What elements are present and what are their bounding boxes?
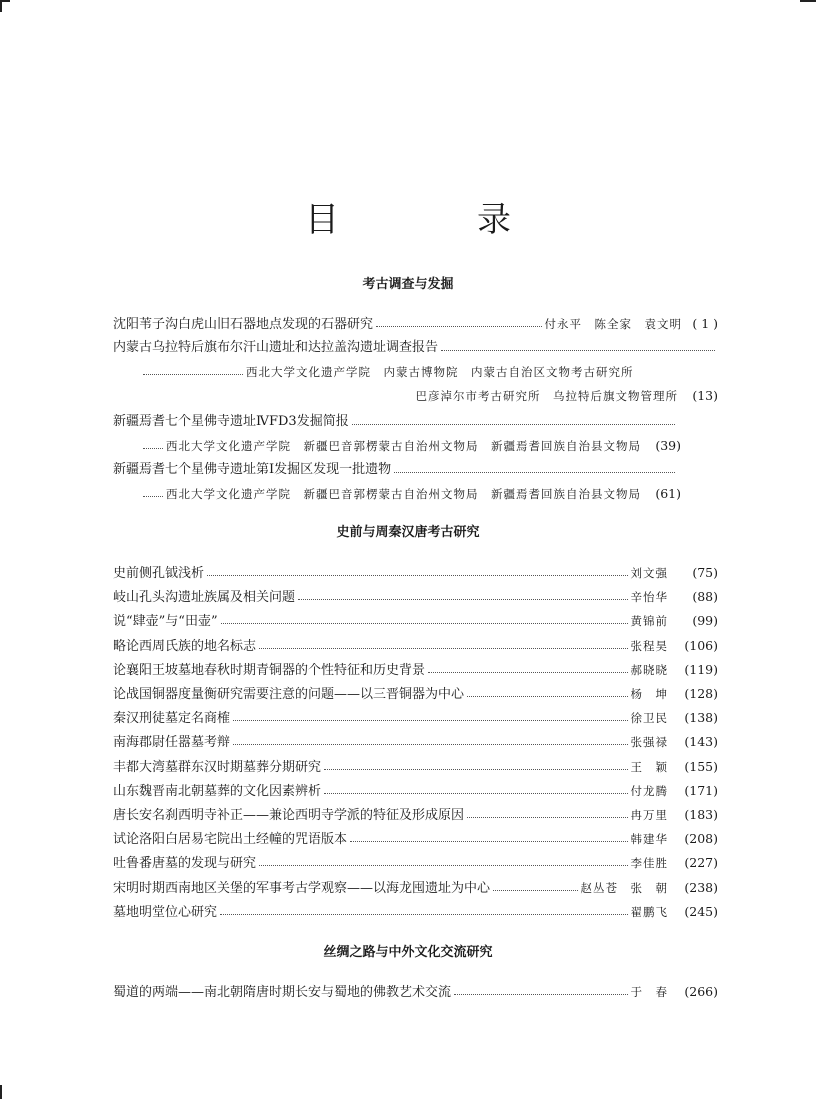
leader-dots [298,599,627,600]
toc-entry [113,732,718,753]
entry-author: 赵丛苍 张 朝 [580,880,668,895]
entry-author: 张程昊 [630,638,668,653]
toc-entry [113,563,718,584]
entry-page: (171) [684,782,718,798]
entry-author: 韩建华 [630,832,668,847]
entry-author: 辛怡华 [630,590,668,605]
entry-page: (13) [692,388,718,403]
entry-author: 巴彦淖尔市考古研究所 乌拉特后旗文物管理所 [415,389,678,403]
toc-entry-continuation [140,484,718,504]
entry-title: 史前侧孔钺浅析 [113,566,205,581]
toc-entry [113,781,718,802]
leader-dots [221,623,628,624]
leader-dots [207,575,627,576]
entry-title: 论战国铜器度量衡研究需要注意的问题——以三晋铜器为中心 [113,687,465,702]
entry-page: (99) [692,613,718,629]
entry-author: 杨 坤 [630,687,668,701]
leader-dots [233,720,627,721]
entry-title: 略论西周氏族的地名标志 [113,638,257,654]
entry-title: 宋明时期西南地区关堡的军事考古学观察——以海龙囤遗址为中心 [113,880,491,896]
entry-author: 冉万里 [630,808,668,822]
entry-title: 沈阳苇子沟白虎山旧石器地点发现的石器研究 [113,317,374,332]
leader-dots [394,472,675,473]
entry-page: (155) [684,758,718,774]
entry-page: (208) [684,831,718,847]
entry-author: 徐卫民 [630,711,668,726]
toc-entry [113,982,718,1003]
entry-page: (238) [684,879,718,895]
leader-dots [454,994,627,995]
entry-title: 试论洛阳白居易宅院出土经幢的咒语版本 [113,832,348,848]
entry-page: (88) [692,589,718,605]
entry-title: 丰都大湾墓群东汉时期墓葬分期研究 [113,759,322,775]
entry-author: 王 颖 [630,759,668,774]
entry-title: 秦汉刑徒墓定名商榷 [113,711,231,727]
entry-author: 张强禄 [630,735,668,750]
entry-author: 李佳胜 [630,856,668,871]
leader-dots [467,696,627,697]
entry-author: 付龙腾 [630,783,668,798]
leader-dots [324,769,627,770]
entry-author: 翟鹏飞 [630,904,668,919]
entry-page: (119) [684,661,718,677]
entry-author: 郝晓晓 [630,662,668,677]
leader-dots [493,890,577,891]
entry-title: 论襄阳王坡墓地春秋时期青铜器的个性特征和历史背景 [113,662,426,678]
leader-dots [467,817,627,818]
leader-dots [143,374,243,375]
toc-entry-continuation [140,362,678,382]
entry-title: 唐长安名刹西明寺补正——兼论西明寺学派的特征及形成原因 [113,808,465,823]
entry-author: 付永平 陈全家 袁文明 [544,317,682,331]
entry-author: 黄锦前 [630,614,668,629]
toc-entry [113,708,718,729]
entry-page: (266) [684,984,718,999]
entry-author: 刘文强 [630,566,668,580]
toc-entry [113,412,678,432]
toc-entry [113,853,718,874]
section-heading: 史前与周秦汉唐考古研究 [336,525,480,540]
entry-author: 西北大学文化遗产学院 内蒙古博物院 内蒙古自治区文物考古研究所 [246,365,634,379]
leader-dots [428,672,627,673]
entry-title: 墓地明堂位心研究 [113,904,218,920]
toc-entry [113,684,718,705]
crop-mark-top-right-h [800,0,816,2]
entry-title: 新疆焉耆七个星佛寺遗址第Ⅰ发掘区发现一批遗物 [113,462,392,477]
leader-dots [233,744,627,745]
entry-page: (39) [655,438,681,453]
entry-title: 南海郡尉任嚣墓考辩 [113,735,231,751]
entry-page: (143) [684,734,718,750]
entry-title: 吐鲁番唐墓的发现与研究 [113,856,257,872]
entry-page: (138) [684,710,718,726]
leader-dots [259,648,627,649]
entry-title: 山东魏晋南北朝墓葬的文化因素辨析 [113,783,322,799]
toc-entry [113,829,718,850]
toc-entry [113,636,718,657]
toc-entry [113,460,678,480]
entry-title: 岐山孔头沟遗址族属及相关问题 [113,590,296,606]
section-heading: 丝绸之路与中外文化交流研究 [323,945,493,960]
entry-title: 内蒙古乌拉特后旗布尔汗山遗址和达拉盖沟遗址调查报告 [113,340,439,355]
leader-dots [352,424,675,425]
entry-author: 于 春 [630,985,668,999]
toc-entry [113,878,718,899]
entry-page: (183) [684,807,718,822]
entry-page: ( 1 ) [692,316,718,331]
entry-title: 蜀道的两端——南北朝隋唐时期长安与蜀地的佛教艺术交流 [113,985,452,1000]
leader-dots [441,350,715,351]
toc-entry-continuation [140,436,718,456]
toc-entry [113,611,718,632]
toc-entry [113,805,718,826]
toc-entry [113,902,718,923]
entry-page: (61) [655,486,681,501]
toc-entry [113,338,718,358]
entry-page: (75) [692,565,718,580]
toc-entry-continuation [140,386,718,406]
crop-mark-top-left-h [0,0,10,2]
toc-entry [113,660,718,681]
leader-dots [259,865,627,866]
entry-title: 新疆焉耆七个星佛寺遗址ⅣFD3发掘简报 [113,414,349,429]
entry-page: (128) [684,686,718,701]
leader-dots [143,496,163,497]
leader-dots [220,914,627,915]
leader-dots [324,793,627,794]
toc-entry [113,314,718,335]
page-title: 目 录 [305,200,563,240]
toc-entry [113,587,718,608]
crop-mark-bottom-left-v [0,1085,2,1099]
leader-dots [143,448,163,449]
section-heading: 考古调查与发掘 [362,277,454,292]
entry-page: (227) [684,855,718,871]
entry-title: 说“肆壶”与“田壶” [113,614,218,630]
entry-page: (106) [684,637,718,653]
entry-author: 西北大学文化遗产学院 新疆巴音郭楞蒙古自治州文物局 新疆焉耆回族自治县文物局 [166,487,641,501]
entry-page: (245) [684,903,718,919]
leader-dots [376,326,541,327]
toc-entry [113,757,718,778]
leader-dots [350,841,627,842]
entry-author: 西北大学文化遗产学院 新疆巴音郭楞蒙古自治州文物局 新疆焉耆回族自治县文物局 [166,439,641,453]
